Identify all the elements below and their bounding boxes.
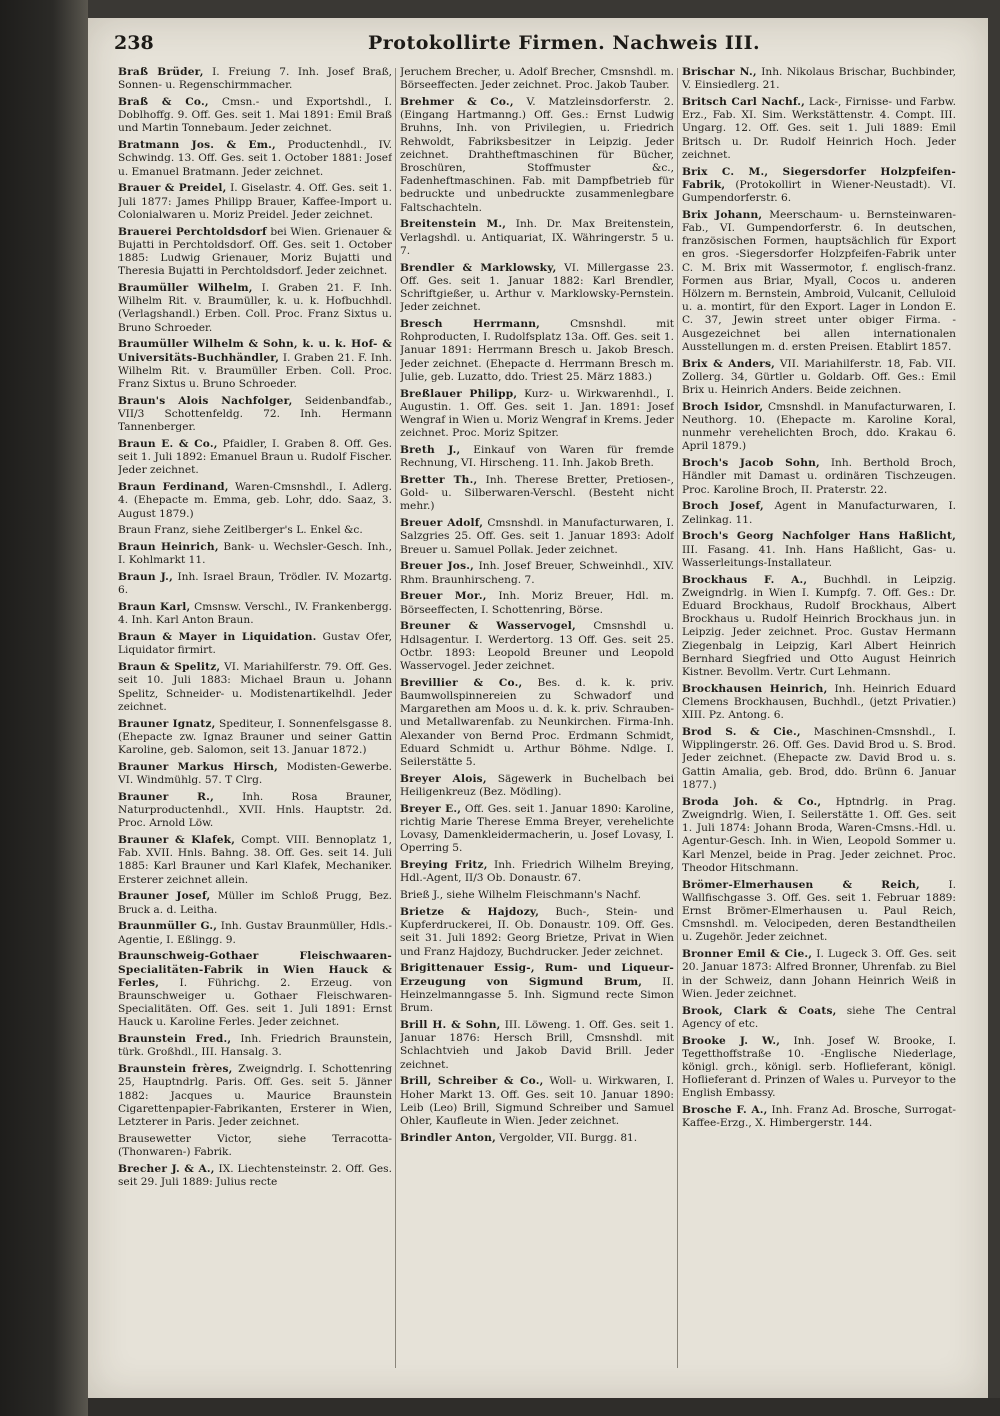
directory-entry [682,1104,956,1130]
firm-details: I. Giselastr. 4. Off. Ges. seit 1. Juli 1877: James Philipp Brauer, Kaffee-Import u. Colonialwaren u. Moriz Preidel. Jeder zeichnet. [118,182,392,221]
scan-border-bottom [88,1398,1000,1416]
firm-name: Brooke J. W., [682,1034,781,1047]
firm-details: Braun Franz, siehe Zeitlberger's L. Enkel &c. [118,524,363,537]
directory-entry [682,948,956,1001]
firm-details: Bes. d. k. k. priv. Baumwollspinnereien zu Schwadorf und Margarethen am Moos u. d. k. k. priv. Schrauben- und Metallwarenfab. zu Neunkirchen. Firma-Inh. Alexander von Bernd Proc. Erdmann Schmidt, Eduard Schmidt u. Arthur Böhme. Ndlge. I. Seilerstätte 5. [400,676,674,769]
firm-details: Woll- u. Wirkwaren, I. Hoher Markt 13. Off. Ges. seit 10. Januar 1890: Leib (Leo) Brill, Sigmund Schreiber und Samuel Ohler, Kaufleute in Wien. Jeder zeichnet. [400,1075,674,1127]
firm-details: Maschinen-Cmsnshdl., I. Wipplingerstr. 26. Off. Ges. David Brod u. S. Brod. Jeder zeichnet. (Ehepacte zw. David Brod u. s. Gattin Amalia, geb. Brod, ddo. Brünn 6. Januar 1877.) [682,726,956,791]
firm-details: VII. Mariahilferstr. 18, Fab. VII. Zollerg. 34, Gürtler u. Goldarb. Off. Ges.: Emil Brix u. Heinrich Anders. Beide zeichnen. [682,357,956,397]
firm-name: Brix & Anders, [682,357,775,370]
firm-name: Brischar N., [682,66,757,78]
firm-name: Brod S. & Cie., [682,726,801,739]
directory-page [88,18,988,1398]
firm-name: Brockhaus F. A., [682,573,808,586]
directory-entry [400,517,674,557]
directory-entry [118,1063,392,1129]
firm-details: Cmsn.- und Exportshdl., I. Doblhoffg. 9. Off. Ges. seit 1. Mai 1891: Emil Braß und Martin Tonnebaum. Jeder zeichnet. [118,96,392,135]
firm-name: Breuer Jos., [400,560,475,573]
firm-name: Breying Fritz, [400,859,488,872]
directory-entry [682,530,956,570]
directory-entry [118,1133,392,1159]
directory-entry [400,773,674,799]
firm-details: Brausewetter Victor, siehe Terracotta-(Thonwaren-) Fabrik. [118,1132,392,1159]
firm-details: Inh. Israel Braun, Trödler. IV. Mozartg. 6. [118,571,392,597]
firm-details: Agent in Manufacturwaren, I. Zelinkag. 11. [682,500,956,526]
firm-name: Bretter Th., [400,474,478,487]
directory-column-1 [118,66,392,1376]
firm-details: Einkauf von Waren für fremde Rechnung, VI. Hirscheng. 11. Inh. Jakob Breth. [400,444,674,470]
firm-details: Pfaidler, I. Graben 8. Off. Ges. seit 1. Juli 1892: Emanuel Braun u. Rudolf Fischer. Jeder zeichnet. [118,438,392,477]
directory-entry [118,791,392,831]
directory-entry [400,590,674,616]
firm-details: Cmsnshdl u. Hdlsagentur. I. Werdertorg. 13 Off. Ges. seit 25. Octbr. 1893: Leopold Breuner und Leopold Wasservogel. Jeder zeichnet. [400,620,674,673]
firm-details: Kurz- u. Wirkwarenhdl., I. Augustin. 1. Off. Ges. seit 1. Jan. 1891: Josef Wengraf in Wien u. Moriz Wengraf in Krems. Jeder zeichnet. Proc. Moriz Spitzer. [400,387,674,440]
firm-name: Braun E. & Co., [118,438,218,451]
firm-name: Breth J., [400,444,461,457]
directory-entry [400,803,674,856]
firm-details: I. Freiung 7. Inh. Josef Braß, Sonnen- u. Regenschirmmacher. [118,66,392,92]
firm-details: Waren-Cmsnshdl., I. Adlerg. 4. (Ehepacte m. Emma, geb. Lohr, ddo. Saaz, 3. August 1879.) [118,481,392,520]
firm-name: Broch Josef, [682,500,764,513]
firm-name: Breyer E., [400,802,462,815]
firm-details: Inh. Rosa Brauner, Naturproductenhdl., XVII. Hnls. Hauptstr. 2d. Proc. Arnold Löw. [118,790,392,830]
firm-details: siehe The Central Agency of etc. [682,1004,956,1030]
firm-details: Vergolder, VII. Burgg. 81. [495,1131,638,1144]
directory-entry [118,631,392,657]
directory-entry [118,1163,392,1189]
firm-details: Bank- u. Wechsler-Gesch. Inh., I. Kohlmarkt 11. [118,541,392,567]
firm-details: Brieß J., siehe Wilhelm Fleischmann's Nachf. [400,889,641,902]
directory-entry [682,796,956,875]
firm-name: Brietze & Hajdozy, [400,906,540,919]
firm-name: Brendler & Marklowsky, [400,261,557,274]
firm-details: Inh. Dr. Max Breitenstein, Verlagshdl. u. Antiquariat, IX. Währingerstr. 5 u. 7. [400,218,674,257]
firm-name: Brill, Schreiber & Co., [400,1075,544,1088]
firm-details: Jeruchem Brecher, u. Adolf Brecher, Cmsnshdl. m. Börseeffecten. Jeder zeichnet. Proc. Jakob Tauber. [400,66,674,92]
directory-entry [682,1005,956,1031]
firm-name: Breuer Mor., [400,590,487,603]
firm-details: Inh. Josef Breuer, Schweinhdl., XIV. Rhm. Braunhirscheng. 7. [400,560,674,586]
firm-details: Zweigndrlg. I. Schottenring 25, Hauptndrlg. Paris. Off. Ges. seit 5. Jänner 1882: Jacques u. Maurice Braunstein Cigarettenpapier-Fabrikanten, Ersterer in Wien, Letzterer in Paris. Jeder zeichnet. [118,1063,392,1129]
directory-entry [400,889,674,902]
firm-name: Braun Ferdinand, [118,481,229,494]
firm-details: Off. Ges. seit 1. Januar 1890: Karoline, richtig Marie Therese Emma Breyer, verehelichte Lovasy, Damenkleidermacherin, u. Josef Lovasy, I. Operring 5. [400,802,674,855]
firm-name: Broch's Jacob Sohn, [682,457,820,470]
column-rule [395,68,396,1368]
scan-border-left [0,0,88,1416]
firm-name: Braunmüller G., [118,920,218,933]
directory-entry [118,541,392,567]
firm-name: Brockhausen Heinrich, [682,682,828,695]
running-head: Protokollirte Firmen. Nachweis III. [368,32,761,54]
firm-details: bei Wien. Grienauer & Bujatti in Perchtoldsdorf. Off. Ges. seit 1. October 1885: Ludwig Grienauer, Moriz Bujatti und Theresia Bujatti in Perchtoldsdorf. Jeder zeichnet. [118,225,392,278]
firm-name: Braun Heinrich, [118,541,219,554]
directory-entry [118,524,392,537]
firm-details: I. Graben 21. F. Inh. Wilhelm Rit. v. Braumüller, k. u. k. Hofbuchhdl. (Verlagshandl.) Erben. Coll. Proc. Franz Sixtus u. Bruno Schroeder. [118,282,392,334]
firm-name: Braun J., [118,571,173,584]
firm-details: Inh. Heinrich Eduard Clemens Brockhausen, Buchhdl., (jetzt Privatier.) XIII. Pz. Antong. 6. [682,682,956,722]
directory-entry [118,395,392,435]
firm-name: Breitenstein M., [400,218,507,231]
firm-name: Brauer & Preidel, [118,182,227,195]
firm-name: Brix C. M., Siegersdorfer Holzpfeifen-Fabrik, [682,165,956,191]
firm-name: Braumüller Wilhelm & Sohn, k. u. k. Hof- & Universitäts-Buchhändler, [118,338,392,364]
firm-details: Inh. Josef W. Brooke, I. Tegetthoffstraße 10. -Englische Niederlage, königl. grch., königl. serb. Hoflieferant, königl. Hoflieferant d. Prinzen of Wales u. Purveyor to the English Embassy. [682,1034,956,1100]
firm-details: Müller im Schloß Prugg, Bez. Bruck a. d. Leitha. [118,890,392,916]
directory-column-2 [400,66,674,1376]
firm-name: Breuer Adolf, [400,517,484,530]
directory-entry [400,218,674,258]
firm-details: I. Graben 21. F. Inh. Wilhelm Rit. v. Braumüller Erben. Coll. Proc. Franz Sixtus u. Bruno Schroeder. [118,351,392,391]
firm-name: Brauner Markus Hirsch, [118,760,279,773]
directory-entry [118,1033,392,1059]
firm-name: Brindler Anton, [400,1131,496,1144]
directory-entry [118,718,392,758]
firm-name: Braß & Co., [118,96,209,108]
firm-name: Brix Johann, [682,208,763,221]
directory-entry [400,962,674,1015]
firm-name: Brigittenauer Essig-, Rum- und Liqueur-Erzeugung von Sigmund Brum, [400,962,674,988]
directory-entry [400,859,674,885]
firm-details: I. Wallfischgasse 3. Off. Ges. seit 1. Februar 1889: Ernst Brömer-Elmerhausen u. Paul Reich, Cmsnshdl. m. Velocipeden, deren Bestandtheilen u. Zugehör. Jeder zeichnet. [682,878,956,944]
directory-entry [118,920,392,946]
directory-entry [682,209,956,354]
firm-details: Inh. Nikolaus Brischar, Buchbinder, V. Einsiedlerg. 21. [682,66,956,92]
directory-entry [682,500,956,526]
firm-name: Brömer-Elmerhausen & Reich, [682,878,920,891]
firm-details: Productenhdl., IV. Schwindg. 13. Off. Ges. seit 1. October 1881: Josef u. Emanuel Bratmann. Jeder zeichnet. [118,139,392,178]
directory-entry [400,318,674,384]
directory-entry [400,1132,674,1145]
directory-entry [682,358,956,398]
directory-entry [118,890,392,916]
directory-entry [400,474,674,514]
directory-entry [118,66,392,92]
directory-entry [118,571,392,597]
directory-entry [682,96,956,162]
firm-name: Bresch Herrmann, [400,318,541,331]
firm-details: Cmsnsw. Verschl., IV. Frankenbergg. 4. Inh. Karl Anton Braun. [118,601,392,627]
firm-name: Breyer Alois, [400,772,487,785]
firm-name: Broch Isidor, [682,400,764,413]
firm-details: (Protokollirt in Wiener-Neustadt). VI. Gumpendorferstr. 6. [682,178,956,205]
firm-details: II. Heinzelmanngasse 5. Inh. Sigmund recte Simon Brum. [400,975,674,1015]
directory-entry [400,620,674,673]
firm-details: Inh. Moriz Breuer, Hdl. m. Börseeffecten, I. Schottenring, Börse. [400,590,674,616]
directory-entry [682,574,956,680]
firm-name: Brauner Josef, [118,890,211,903]
firm-name: Britsch Carl Nachf., [682,96,806,108]
directory-entry [400,560,674,586]
firm-name: Braumüller Wilhelm, [118,282,253,295]
firm-details: Sägewerk in Buchelbach bei Heiligenkreuz (Bez. Mödling). [400,772,674,799]
firm-name: Braun Karl, [118,601,191,614]
directory-entry [400,388,674,441]
directory-entry [682,166,956,206]
firm-details: Hptndrlg. in Prag. Zweigndrlg. Wien, I. Seilerstätte 1. Off. Ges. seit 1. Juli 1874: Johann Broda, Waren-Cmsns.-Hdl. u. Agentur-Gesch. Inh. in Wien, Leopold Sommer u. Karl Menzel, beide in Prag. Jeder zeichnet. Proc. Theodor Hitschmann. [682,795,956,874]
directory-entry [682,1035,956,1101]
firm-details: Meerschaum- u. Bernsteinwaren-Fab., VI. Gumpendorferstr. 6. In deutschen, französischen Formen, hauptsächlich für Export en gros. -Siegersdorfer Holzpfeifen-Fabrik unter C. M. Brix mit Wassermotor, f. englisch-franz. Formen aus Briar, Myall, Cocos u. anderen Hölzern m. Bernstein, Ambroid, Vulcanit, Celluloid u. a. montirt, für den Export. Lager in London E. C. 37, Jewin street unter obiger Firma. -Ausgezeichnet bei allen internationalen Ausstellungen m. d. ersten Preisen. Etablirt 1857. [682,208,956,353]
directory-entry [118,96,392,136]
directory-entry [400,1019,674,1072]
firm-name: Brauerei Perchtoldsdorf [118,225,267,238]
firm-name: Brook, Clark & Coats, [682,1004,837,1017]
firm-name: Brehmer & Co., [400,96,514,108]
firm-details: III. Löweng. 1. Off. Ges. seit 1. Januar 1876: Hersch Brill, Cmsnshdl. mit Schlachtvieh und Jakob David Brill. Jeder zeichnet. [400,1018,674,1071]
firm-details: Buch-, Stein- und Kupferdruckerei, II. Ob. Donaustr. 109. Off. Ges. seit 31. Juli 1892: Georg Brietze, Privat in Wien und Franz Hajdozy, Buchdrucker. Jeder zeichnet. [400,906,674,958]
firm-name: Braunschweig-Gothaer Fleischwaaren-Specialitäten-Fabrik in Wien Hauck & Ferles, [118,950,392,989]
firm-name: Braunstein Fred., [118,1033,232,1046]
directory-entry [118,282,392,335]
directory-entry [682,401,956,454]
firm-name: Brauner Ignatz, [118,717,216,730]
directory-entry [118,338,392,391]
firm-name: Braun's Alois Nachfolger, [118,394,293,407]
firm-name: Breßlauer Philipp, [400,387,518,400]
firm-details: Gustav Ofer, Liquidator firmirt. [118,631,392,657]
firm-name: Brauner R., [118,790,214,803]
directory-entry [400,1075,674,1128]
firm-details: Inh. Friedrich Braunstein, türk. Großhdl., III. Hansalg. 3. [118,1033,392,1059]
directory-entry [682,879,956,945]
firm-details: Inh. Franz Ad. Brosche, Surrogat-Kaffee-Erzg., X. Himbergerstr. 144. [682,1104,956,1130]
firm-details: Cmsnshdl. in Manufacturwaren, I. Salzgries 25. Off. Ges. seit 1. Januar 1893: Adolf Breuer u. Samuel Pollak. Jeder zeichnet. [400,517,674,556]
firm-name: Brauner & Klafek, [118,834,236,847]
firm-name: Brecher J. & A., [118,1162,215,1175]
firm-details: Inh. Berthold Broch, Händler mit Damast u. ordinären Tischzeugen. Proc. Karoline Broch, II. Praterstr. 22. [682,457,956,496]
directory-entry [118,182,392,222]
directory-entry [400,262,674,315]
directory-entry [118,438,392,478]
directory-entry [682,66,956,92]
directory-entry [682,726,956,792]
directory-entry [400,66,674,92]
firm-details: VI. Millergasse 23. Off. Ges. seit 1. Januar 1882: Karl Brendler, Schriftgießer, u. Arthur v. Marklowsky-Pernstein. Jeder zeichnet. [400,261,674,314]
directory-entry [682,457,956,497]
firm-name: Brevillier & Co., [400,676,523,689]
firm-details: IX. Liechtensteinstr. 2. Off. Ges. seit 29. Juli 1889: Julius recte [118,1162,392,1189]
firm-name: Bronner Emil & Cie., [682,948,813,961]
directory-entry [118,834,392,887]
firm-details: I. Führichg. 2. Erzeug. von Braunschweiger u. Gothaer Fleischwaren-Specialitäten. Off. Ges. seit 1. Juli 1891: Ernst Hauck u. Karoline Ferles. Jeder zeichnet. [118,976,392,1029]
firm-name: Brosche F. A., [682,1104,768,1117]
page-number: 238 [114,32,154,54]
directory-entry [118,139,392,179]
firm-name: Brill H. & Sohn, [400,1018,501,1031]
firm-details: Inh. Gustav Braunmüller, Hdls.-Agentie, I. Eßlingg. 9. [118,920,392,946]
firm-name: Braun & Mayer in Liquidation. [118,631,317,644]
firm-name: Broch's Georg Nachfolger Hans Haßlicht, [682,530,956,543]
directory-column-3 [682,66,956,1376]
directory-entry [118,226,392,279]
directory-entry [118,601,392,627]
firm-details: Spediteur, I. Sonnenfelsgasse 8. (Ehepacte zw. Ignaz Brauner und seiner Gattin Karoline, geb. Salomon, seit 13. Januar 1872.) [118,717,392,757]
firm-name: Broda Joh. & Co., [682,795,822,808]
firm-details: V. Matzleinsdorferstr. 2. (Eingang Hartmanng.) Off. Ges.: Ernst Ludwig Bruhns, Inh. von Privilegien, u. Friedrich Rehwoldt, Fabriksbesitzer in Leipzig. Jeder zeichnet. Drahtheftmaschinen für Bücher, Broschüren, Stoffmuster &c., Fadenheftmaschinen. Fab. mit Dampfbetrieb für bedruckte und unbedruckte zusammenlegbare Faltschachteln. [400,96,674,214]
firm-details: I. Lugeck 3. Off. Ges. seit 20. Januar 1873: Alfred Bronner, Uhrenfab. zu Biel in der Schweiz, dann Johann Heinrich Weiß in Wien. Jeder zeichnet. [682,948,956,1000]
firm-details: III. Fasang. 41. Inh. Hans Haßlicht, Gas- u. Wasserleitungs-Installateur. [682,543,956,569]
firm-details: Lack-, Firnisse- und Farbw. Erz., Fab. XI. Sim. Werkstättenstr. 4. Compt. III. Ungarg. 12. Off. Ges. seit 1. Juli 1889: Emil Britsch u. Dr. Rudolf Heinrich Hoch. Jeder zeichnet. [682,96,956,161]
directory-entry [400,677,674,769]
firm-name: Bratmann Jos. & Em., [118,139,276,152]
firm-name: Braunstein frères, [118,1063,233,1076]
directory-entry [682,683,956,723]
directory-entry [118,761,392,787]
firm-details: Inh. Friedrich Wilhelm Breying, Hdl.-Agent, II/3 Ob. Donaustr. 67. [400,859,674,885]
firm-name: Breuner & Wasservogel, [400,620,576,633]
firm-details: Seidenbandfab., VII/3 Schottenfeldg. 72. Inh. Hermann Tannenberger. [118,394,392,434]
directory-entry [400,906,674,959]
firm-details: Modisten-Gewerbe. VI. Windmühlg. 57. T Clrg. [118,760,392,787]
firm-details: Inh. Therese Bretter, Pretiosen-, Gold- u. Silberwaren-Verschl. (Besteht nicht mehr.) [400,474,674,513]
directory-entry [118,661,392,714]
firm-details: Cmsnshdl. in Manufacturwaren, I. Neuthorg. 10. (Ehepacte m. Karoline Koral, nunmehr verehelichten Broch, ddo. Krakau 6. April 1879.) [682,400,956,453]
firm-details: Buchhdl. in Leipzig. Zweigndrlg. in Wien I. Kumpfg. 7. Off. Ges.: Dr. Eduard Brockhaus, Rudolf Brockhaus, Albert Brockhaus u. Rudolf Heinrich Brockhaus jun. in Leipzig. Jeder zeichnet. Proc. Gustav Hermann Ziegenbalg in Leipzig, Karl Albert Heinrich Bernhard Siegfried und Otto August Heinrich Kistner. Bevollm. Vertr. Curt Lehmann. [682,573,956,679]
firm-details: VI. Mariahilferstr. 79. Off. Ges. seit 10. Juli 1883: Michael Braun u. Johann Spelitz, Schneider- u. Modistenartikelhdl. Jeder zeichnet. [118,661,392,713]
directory-entry [400,444,674,470]
firm-details: Cmsnshdl. mit Rohproducten, I. Rudolfsplatz 13a. Off. Ges. seit 1. Januar 1891: Herrmann Bresch u. Jakob Bresch. Jeder zeichnet. (Ehepacte d. Herrmann Bresch m. Julie, geb. Luzatto, ddo. Triest 25. März 1883.) [400,318,674,383]
firm-name: Braß Brüder, [118,66,204,78]
firm-details: Compt. VIII. Bennoplatz 1, Fab. XVII. Hnls. Bahng. 38. Off. Ges. seit 14. Juli 1885: Karl Brauner und Karl Klafek, Mechaniker. Ersterer zeichnet allein. [118,834,392,886]
column-rule [677,68,678,1368]
directory-entry [400,96,674,215]
firm-name: Braun & Spelitz, [118,661,221,674]
directory-entry [118,950,392,1029]
directory-entry [118,481,392,521]
